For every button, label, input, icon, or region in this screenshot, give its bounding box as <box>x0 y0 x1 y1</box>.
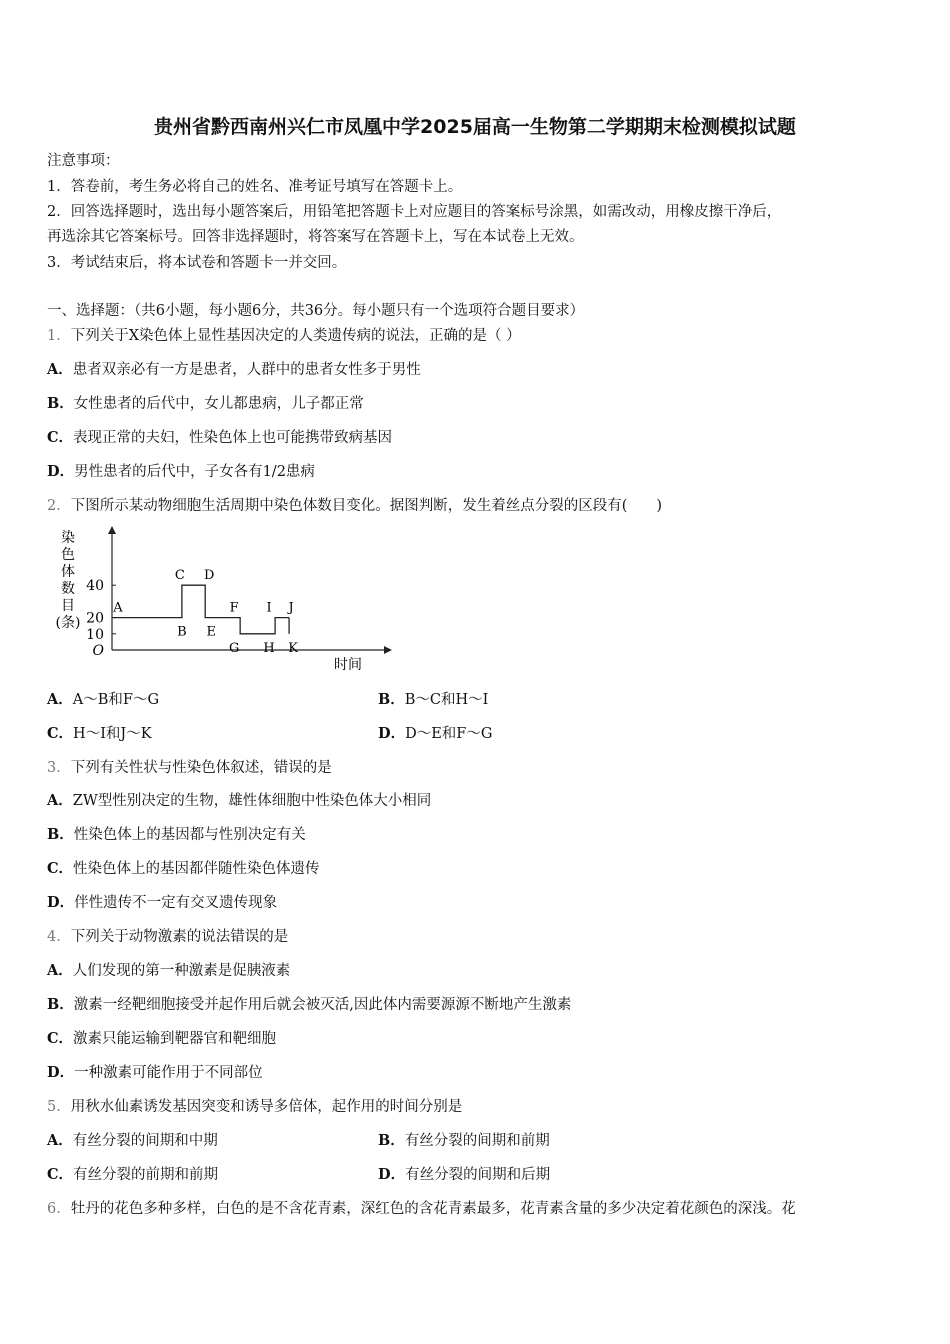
point-label-i: I <box>266 600 272 616</box>
notice-item: 再选涂其它答案标号。回答非选择题时，将答案写在答题卡上，写在本试卷上无效。 <box>47 229 584 245</box>
notice-heading: 注意事项： <box>47 153 120 169</box>
option <box>47 691 159 709</box>
option-text: H～I和J～K <box>73 726 152 742</box>
option <box>378 1132 550 1150</box>
option <box>47 429 392 447</box>
option <box>47 463 315 481</box>
option-text: 激素只能运输到靶器官和靶细胞 <box>73 1031 277 1047</box>
y-label-char: 色 <box>61 547 75 563</box>
option <box>47 361 421 379</box>
option <box>47 996 571 1014</box>
question-stem: 用秋水仙素诱发基因突变和诱导多倍体，起作用的时间分别是 <box>70 1099 463 1115</box>
point-label-e: E <box>206 624 216 640</box>
option <box>47 1064 263 1082</box>
point-label-g: G <box>228 640 240 656</box>
question-1 <box>47 327 521 345</box>
question-number: 3． <box>47 760 71 776</box>
option-text: D～E和F～G <box>405 726 493 742</box>
question-6 <box>47 1200 796 1218</box>
y-axis-arrow <box>108 526 116 534</box>
option-text: B～C和H～I <box>404 692 489 708</box>
option <box>378 691 488 709</box>
option-key: C． <box>47 1166 74 1183</box>
option-text: 有丝分裂的前期和前期 <box>73 1167 219 1183</box>
question-5 <box>47 1098 462 1116</box>
option-key: D． <box>378 1166 406 1183</box>
option-key: A． <box>47 1132 73 1149</box>
option-key: D． <box>47 1064 75 1081</box>
option <box>47 1166 218 1184</box>
section-heading: 一、选择题：（共6小题，每小题6分，共36分。每小题只有一个选项符合题目要求） <box>47 303 585 319</box>
option-text: ZW型性别决定的生物，雄性体细胞中性染色体大小相同 <box>72 793 432 809</box>
point-label-k: K <box>288 640 298 656</box>
option-text: 有丝分裂的间期和后期 <box>405 1167 551 1183</box>
y-label-char: 数 <box>61 581 75 597</box>
option-key: D． <box>47 463 75 480</box>
option-key: C． <box>47 860 74 877</box>
option-key: C． <box>47 1030 74 1047</box>
point-label-h: H <box>263 640 275 656</box>
option <box>47 1132 218 1150</box>
option <box>47 792 431 810</box>
question-stem: 下列有关性状与性染色体叙述，错误的是 <box>70 760 332 776</box>
y-tick-label: 10 <box>86 626 104 643</box>
question-4 <box>47 928 288 946</box>
option-text: 一种激素可能作用于不同部位 <box>74 1065 263 1081</box>
question-stem: 下列关于X染色体上显性基因决定的人类遗传病的说法，正确的是（ ） <box>70 328 521 344</box>
option-text: 有丝分裂的间期和中期 <box>72 1133 218 1149</box>
question-number: 2． <box>47 498 71 514</box>
point-label-c: C <box>174 568 185 584</box>
option <box>47 962 290 980</box>
option-key: C． <box>47 725 74 742</box>
option <box>47 826 306 844</box>
option-text: 女性患者的后代中，女儿都患病，儿子都正常 <box>73 396 364 412</box>
option-key: D． <box>378 725 406 742</box>
x-axis-arrow <box>384 646 392 654</box>
option <box>378 725 492 743</box>
option-key: A． <box>47 792 73 809</box>
option-text: 性染色体上的基因都与性别决定有关 <box>73 827 306 843</box>
option-text: 激素一经靶细胞接受并起作用后就会被灭活,因此体内需要源源不断地产生激素 <box>73 997 572 1013</box>
point-label-j: J <box>288 600 294 616</box>
series-line <box>112 585 289 634</box>
option-text: A～B和F～G <box>72 692 160 708</box>
point-label-d: D <box>203 568 215 584</box>
option-key: C． <box>47 429 74 446</box>
question-stem: 下图所示某动物细胞生活周期中染色体数目变化。据图判断，发生着丝点分裂的区段有( ) <box>70 498 663 514</box>
page-title: 贵州省黔西南州兴仁市凤凰中学2025届高一生物第二学期期末检测模拟试题 <box>154 116 796 138</box>
y-label-char: 目 <box>61 598 75 614</box>
x-label: 时间 <box>334 657 362 673</box>
notice-item: 3．考试结束后，将本试卷和答题卡一并交回。 <box>47 255 347 271</box>
question-2 <box>47 497 662 515</box>
option-key: B． <box>47 395 74 412</box>
option <box>47 894 277 912</box>
y-label-char: 体 <box>61 564 75 580</box>
question-number: 4． <box>47 929 71 945</box>
option <box>47 860 320 878</box>
option-key: A． <box>47 962 73 979</box>
point-label-b: B <box>177 624 187 640</box>
option-key: A． <box>47 361 73 378</box>
option-key: D． <box>47 894 75 911</box>
option-text: 伴性遗传不一定有交叉遗传现象 <box>74 895 278 911</box>
y-label-char: 染 <box>61 530 75 546</box>
option <box>47 1030 276 1048</box>
option-text: 有丝分裂的间期和前期 <box>404 1133 550 1149</box>
point-label-f: F <box>229 600 239 616</box>
question-3 <box>47 759 332 777</box>
option <box>378 1166 550 1184</box>
notice-item: 1．答卷前，考生务必将自己的姓名、准考证号填写在答题卡上。 <box>47 179 463 195</box>
option-key: B． <box>378 1132 405 1149</box>
question-number: 1． <box>47 328 71 344</box>
option-text: 人们发现的第一种激素是促胰液素 <box>72 963 291 979</box>
y-tick-label: 40 <box>86 578 104 595</box>
question-number: 5． <box>47 1099 71 1115</box>
option-text: 患者双亲必有一方是患者，人群中的患者女性多于男性 <box>72 362 421 378</box>
option <box>47 395 364 413</box>
question-number: 6． <box>47 1201 71 1217</box>
option-key: B． <box>378 691 405 708</box>
option-key: B． <box>47 996 74 1013</box>
y-label-unit: (条) <box>55 615 81 631</box>
question-stem: 下列关于动物激素的说法错误的是 <box>70 929 289 945</box>
option-text: 男性患者的后代中，子女各有1/2患病 <box>74 464 315 480</box>
point-label-a: A <box>113 600 123 616</box>
notice-item: 2．回答选择题时，选出每小题答案后，用铅笔把答题卡上对应题目的答案标号涂黑，如需改动，用橡皮擦干净后， <box>47 204 782 220</box>
option-key: B． <box>47 826 74 843</box>
option-text: 表现正常的夫妇，性染色体上也可能携带致病基因 <box>73 430 393 446</box>
chromosome-chart <box>44 526 394 676</box>
y-tick-label: O <box>92 643 104 659</box>
option <box>47 725 152 743</box>
option-key: A． <box>47 691 73 708</box>
y-tick-label: 20 <box>86 610 104 627</box>
question-stem: 牡丹的花色多种多样，白色的是不含花青素，深红色的含花青素最多，花青素含量的多少决定着花颜色的深浅。花 <box>70 1201 796 1217</box>
option-text: 性染色体上的基因都伴随性染色体遗传 <box>73 861 320 877</box>
